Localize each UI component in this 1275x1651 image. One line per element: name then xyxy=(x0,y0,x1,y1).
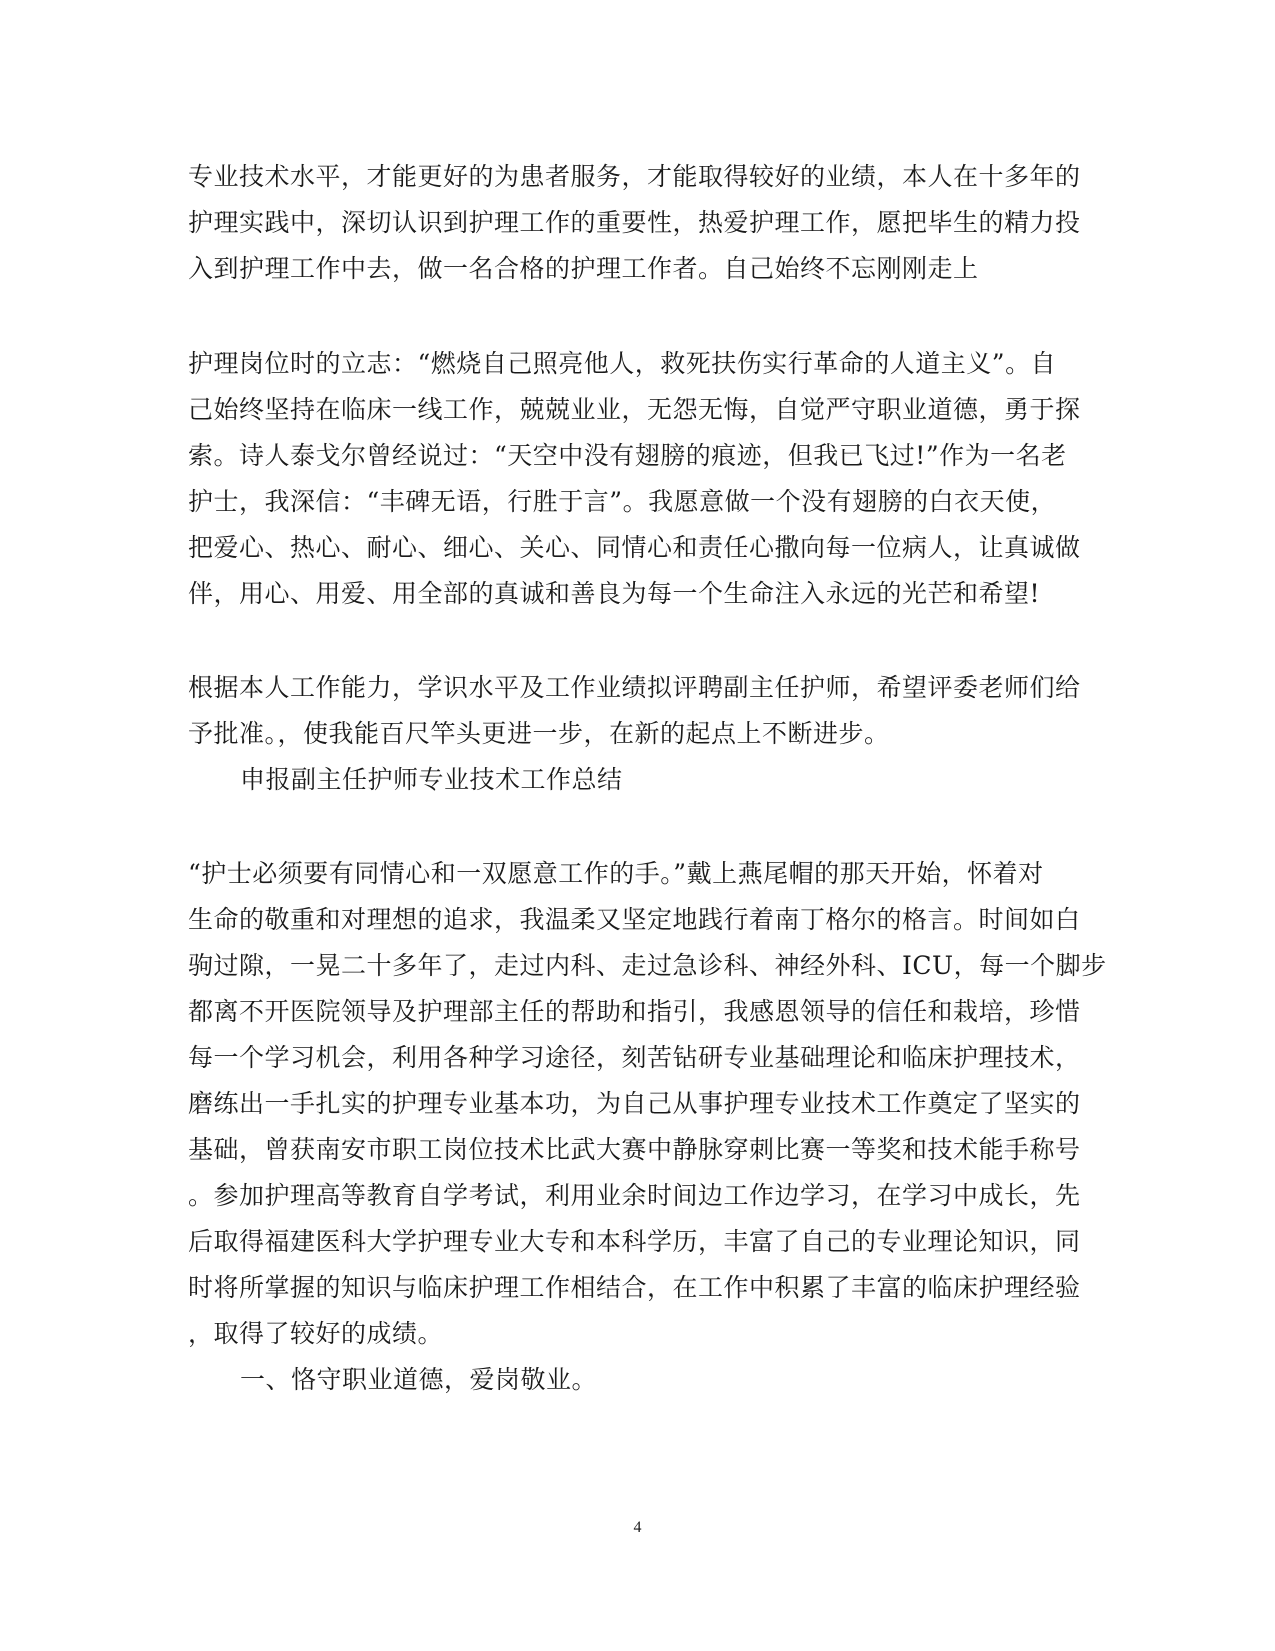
section-heading: 申报副主任护师专业技术工作总结 xyxy=(240,765,623,794)
section-1-heading: 一、恪守职业道德，爱岗敬业。 xyxy=(240,1365,598,1394)
paragraph-4-line-1: “护士必须要有同情心和一双愿意工作的手。”戴上燕尾帽的那天开始，怀着对 xyxy=(188,859,1044,888)
paragraph-4-line-8: 。参加护理高等教育自学考试，利用业余时间边工作边学习，在学习中成长，先 xyxy=(188,1181,1081,1210)
paragraph-4-line-6: 磨练出一手扎实的护理专业基本功，为自己从事护理专业技术工作奠定了坚实的 xyxy=(188,1089,1081,1118)
paragraph-2-line-3: 索。诗人泰戈尔曾经说过：“天空中没有翅膀的痕迹，但我已飞过!”作为一名老 xyxy=(188,441,1067,470)
paragraph-4-line-3: 驹过隙，一晃二十多年了，走过内科、走过急诊科、神经外科、ICU，每一个脚步 xyxy=(188,951,1107,980)
paragraph-4-line-9: 后取得福建医科大学护理专业大专和本科学历，丰富了自己的专业理论知识，同 xyxy=(188,1227,1081,1256)
page-number: 4 xyxy=(633,1519,642,1536)
paragraph-4-line-5: 每一个学习机会，利用各种学习途径，刻苦钻研专业基础理论和临床护理技术， xyxy=(188,1043,1081,1072)
paragraph-1-line-2: 护理实践中，深切认识到护理工作的重要性，热爱护理工作，愿把毕生的精力投 xyxy=(188,208,1081,237)
paragraph-3-line-2: 予批准。，使我能百尺竿头更进一步，在新的起点上不断进步。 xyxy=(188,719,890,748)
paragraph-2-line-1: 护理岗位时的立志：“燃烧自己照亮他人，救死扶伤实行革命的人道主义”。自 xyxy=(188,349,1057,378)
paragraph-1-line-3: 入到护理工作中去，做一名合格的护理工作者。自己始终不忘刚刚走上 xyxy=(188,254,979,283)
paragraph-4-line-7: 基础，曾获南安市职工岗位技术比武大赛中静脉穿刺比赛一等奖和技术能手称号 xyxy=(188,1135,1081,1164)
paragraph-4-line-10: 时将所掌握的知识与临床护理工作相结合，在工作中积累了丰富的临床护理经验 xyxy=(188,1273,1081,1302)
paragraph-4-line-4: 都离不开医院领导及护理部主任的帮助和指引，我感恩领导的信任和栽培，珍惜 xyxy=(188,997,1081,1026)
paragraph-2-line-4: 护士，我深信：“丰碑无语，行胜于言”。我愿意做一个没有翅膀的白衣天使， xyxy=(188,487,1057,516)
paragraph-4-line-11: ，取得了较好的成绩。 xyxy=(188,1319,444,1348)
paragraph-2-line-2: 己始终坚持在临床一线工作，兢兢业业，无怨无悔，自觉严守职业道德，勇于探 xyxy=(188,395,1081,424)
paragraph-3-line-1: 根据本人工作能力，学识水平及工作业绩拟评聘副主任护师，希望评委老师们给 xyxy=(188,673,1081,702)
paragraph-4-line-2: 生命的敬重和对理想的追求，我温柔又坚定地践行着南丁格尔的格言。时间如白 xyxy=(188,905,1081,934)
paragraph-2-line-6: 伴，用心、用爱、用全部的真诚和善良为每一个生命注入永远的光芒和希望! xyxy=(188,579,1041,608)
paragraph-2-line-5: 把爱心、热心、耐心、细心、关心、同情心和责任心撒向每一位病人，让真诚做 xyxy=(188,533,1081,562)
paragraph-1-line-1: 专业技术水平，才能更好的为患者服务，才能取得较好的业绩，本人在十多年的 xyxy=(188,162,1081,191)
